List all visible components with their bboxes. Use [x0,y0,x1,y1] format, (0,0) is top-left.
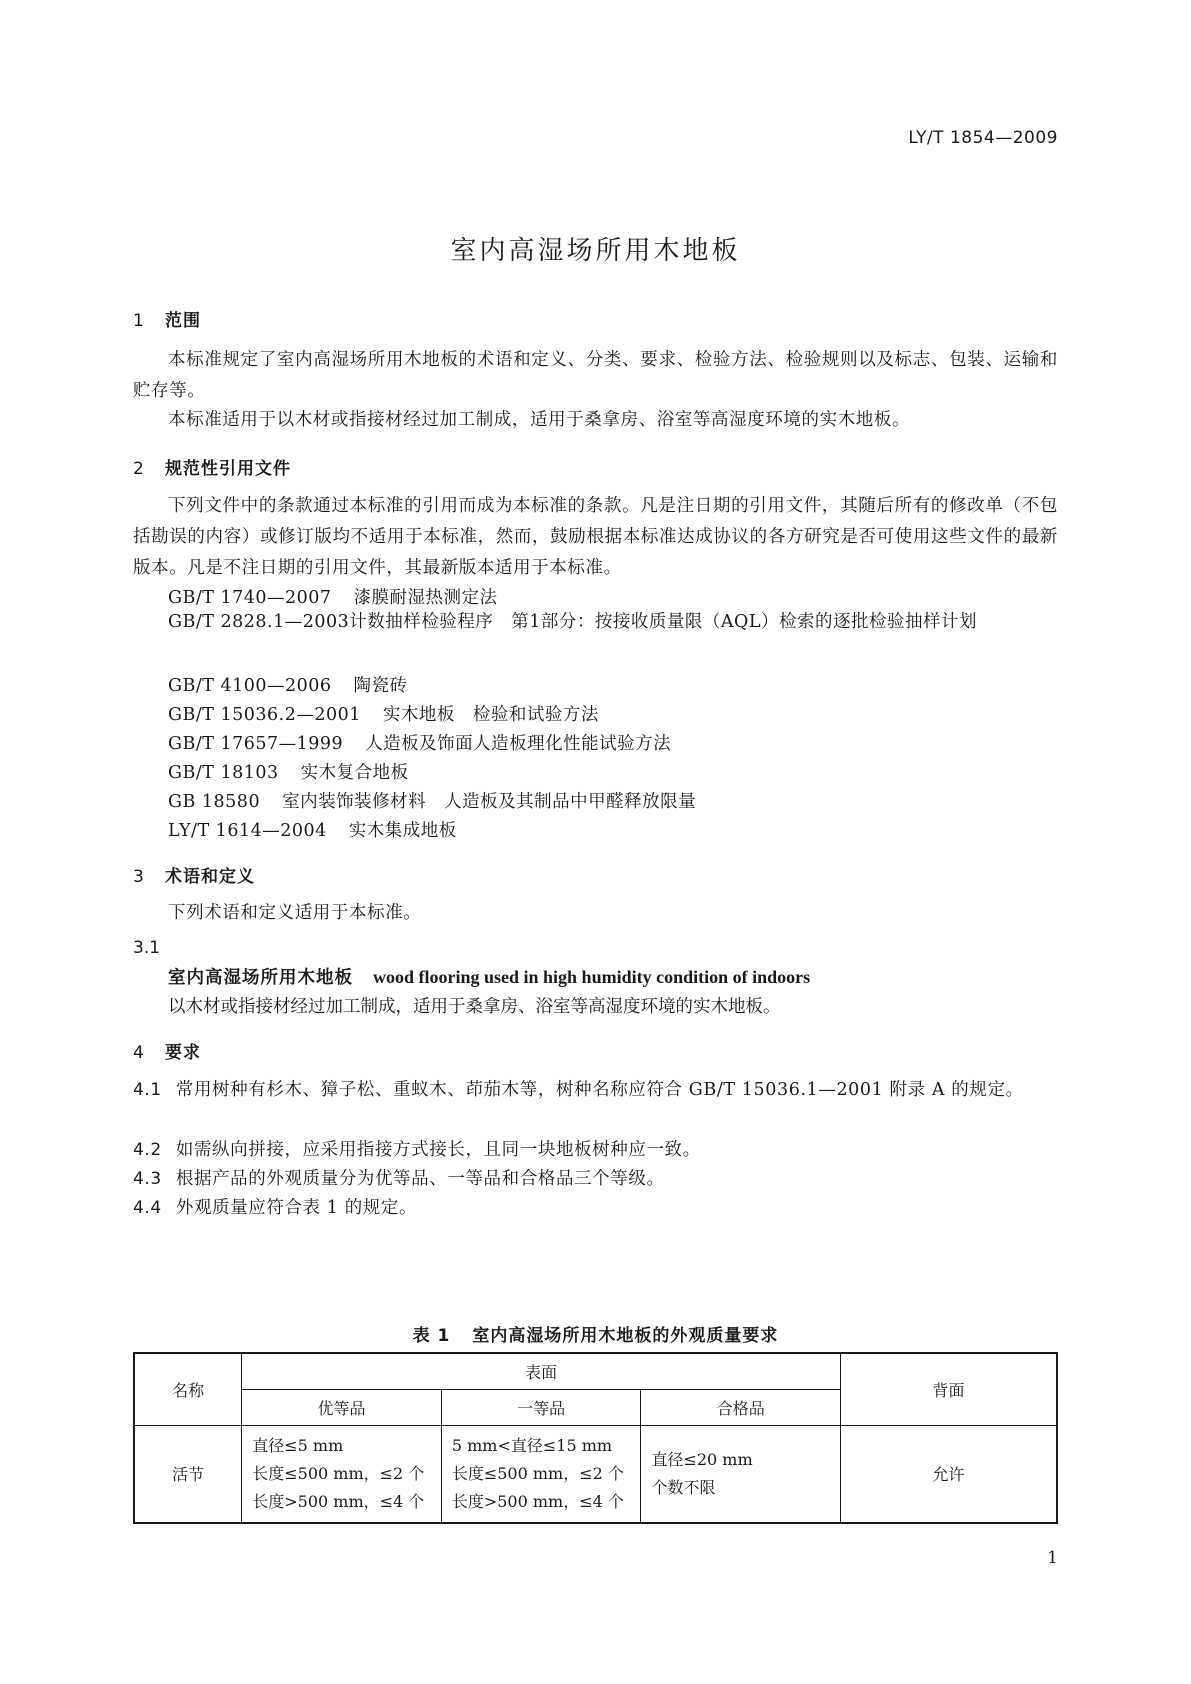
page-number: 1 [1047,1548,1058,1568]
cell-line: 长度≤500 mm，≤2 个 [252,1463,425,1483]
reference-item [168,788,696,813]
cell-line: 个数不限 [651,1477,716,1497]
cell-grade-premium [242,1425,442,1523]
reference-code: GB/T 17657—1999 [168,734,344,754]
reference-name: 陶瓷砖 [353,676,408,696]
section-1-paragraph-1: 本标准规定了室内高湿场所用木地板的术语和定义、分类、要求、检验方法、检验规则以及标志、包装、运输和贮存等。 [133,350,1058,401]
reference-code: LY/T 1614—2004 [168,821,327,841]
reference-name: 计数抽样检验程序 第1部分：按接收质量限（AQL）检索的逐批检验抽样计划 [349,612,977,632]
section-number: 1 [133,311,145,331]
reference-code: GB/T 1740—2007 [168,588,332,608]
reference-item [168,584,498,609]
reference-code: GB/T 4100—2006 [168,676,332,696]
reference-item [168,817,457,842]
section-title: 规范性引用文件 [165,459,291,479]
requirement-item [133,1075,1058,1106]
requirement-text: 根据产品的外观质量分为优等品、一等品和合格品三个等级。 [175,1169,665,1189]
requirement-text: 常用树种有杉木、獐子松、重蚁木、茚茄木等，树种名称应符合 GB/T 15036.1—2001 附录 A 的规定。 [175,1080,1024,1100]
cell-grade-first [441,1425,641,1523]
requirement-text: 外观质量应符合表 1 的规定。 [175,1198,418,1218]
requirement-item [133,1193,1058,1224]
reference-item [168,730,671,755]
section-number: 4 [133,1043,145,1063]
header-grade-first: 一等品 [441,1389,641,1425]
requirement-text: 如需纵向拼接，应采用指接方式接长，且同一块地板树种应一致。 [175,1140,701,1160]
table-title: 室内高湿场所用木地板的外观质量要求 [472,1326,779,1346]
appearance-quality-table [133,1352,1058,1524]
header-grade-premium: 优等品 [242,1389,442,1425]
table-row [134,1425,1057,1523]
requirement-number: 4.3 [133,1169,162,1189]
reference-name: 人造板及饰面人造板理化性能试验方法 [365,734,672,754]
section-number: 3 [133,867,145,887]
reference-name: 实木集成地板 [348,821,457,841]
table-caption [0,1321,1191,1346]
section-3-heading [133,862,255,887]
table-number: 表 1 [412,1326,451,1346]
reference-name: 漆膜耐湿热测定法 [353,588,498,608]
term-english: wood flooring used in high humidity condition of indoors [373,967,811,987]
term-heading [168,964,810,989]
section-title: 要求 [165,1043,201,1063]
cell-line: 长度>500 mm，≤4 个 [252,1491,425,1511]
requirement-number: 4.4 [133,1198,162,1218]
reference-code: GB/T 2828.1—2003 [168,612,350,632]
section-1-paragraph-2: 本标准适用于以木材或指接材经过加工制成，适用于桑拿房、浴室等高湿度环境的实木地板。 [168,410,911,430]
reference-item [168,759,409,784]
reference-code: GB 18580 [168,792,261,812]
section-2-paragraph-1: 下列文件中的条款通过本标准的引用而成为本标准的条款。凡是注日期的引用文件，其随后所有的修改单（不包括勘误的内容）或修订版均不适用于本标准，然而，鼓励根据本标准达成协议的各方研究是否可使用这些文件的最新版本。凡是不注日期的引用文件，其最新版本适用于本标准。 [133,496,1058,578]
requirement-item [133,1135,1058,1166]
section-4-heading [133,1038,201,1063]
reference-code: GB/T 15036.2—2001 [168,705,361,725]
term-definition: 以木材或指接材经过加工制成，适用于桑拿房、浴室等高湿度环境的实木地板。 [168,997,781,1017]
section-2-heading [133,454,291,479]
document-title: 室内高湿场所用木地板 [450,236,741,266]
term-chinese: 室内高湿场所用木地板 [168,968,353,988]
reference-name: 实木复合地板 [300,763,409,783]
cell-line: 直径≤20 mm [651,1449,753,1469]
header-name: 名称 [134,1353,242,1425]
reference-item [168,672,408,697]
reference-item [133,607,1058,638]
header-back: 背面 [841,1353,1057,1425]
row-name: 活节 [134,1425,242,1523]
header-grade-qualified: 合格品 [641,1389,841,1425]
cell-back: 允许 [841,1425,1057,1523]
section-title: 术语和定义 [165,867,255,887]
cell-line: 5 mm<直径≤15 mm [451,1435,613,1455]
requirement-number: 4.2 [133,1140,162,1160]
header-surface: 表面 [242,1353,841,1389]
cell-line: 直径≤5 mm [252,1435,344,1455]
reference-name: 室内装饰装修材料 人造板及其制品中甲醛释放限量 [282,792,697,812]
cell-grade-qualified [641,1425,841,1523]
requirement-item [133,1164,1058,1195]
section-1-heading [133,306,201,331]
requirement-number: 4.1 [133,1080,162,1100]
section-3-paragraph-1: 下列术语和定义适用于本标准。 [168,903,422,923]
standard-code: LY/T 1854—2009 [908,128,1058,148]
reference-item [168,701,599,726]
cell-line: 长度≤500 mm，≤2 个 [451,1463,624,1483]
cell-line: 长度>500 mm，≤4 个 [451,1491,624,1511]
section-title: 范围 [165,311,201,331]
reference-code: GB/T 18103 [168,763,279,783]
reference-name: 实木地板 检验和试验方法 [382,705,599,725]
section-number: 2 [133,459,145,479]
term-number: 3.1 [133,938,161,958]
